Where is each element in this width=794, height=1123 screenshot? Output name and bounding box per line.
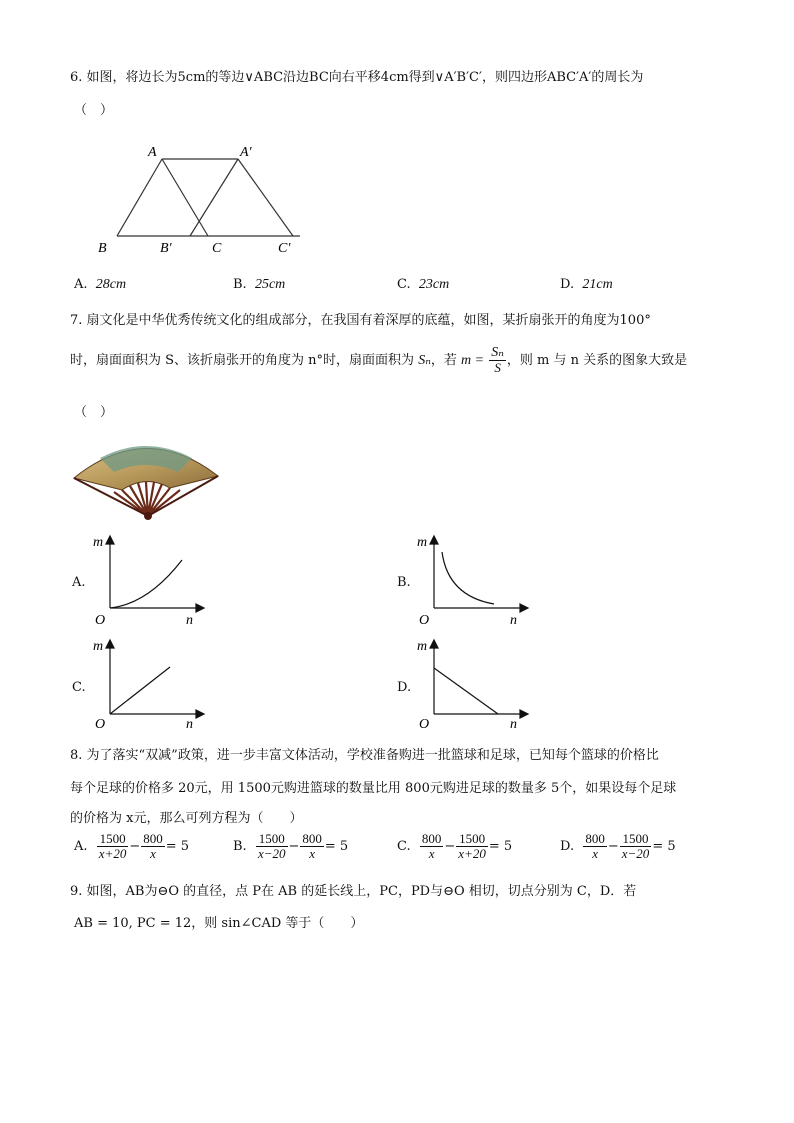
label-B: B: [98, 241, 107, 256]
svg-text:m: m: [417, 639, 428, 654]
q6-option-c[interactable]: C. 23cm: [397, 277, 450, 292]
svg-text:n: n: [510, 613, 517, 628]
label-C-prime: C′: [278, 241, 291, 256]
line-a-prime-c-prime: [238, 159, 293, 236]
label-A: A: [148, 145, 157, 160]
svg-text:m: m: [93, 535, 104, 550]
q8-option-d[interactable]: D. $\frac{800}{x}$ − $\frac{1500}{x-20}$ = 5: [560, 831, 676, 861]
q7-option-b-letter[interactable]: B.: [397, 575, 411, 590]
q7-graph-a[interactable]: [88, 530, 208, 630]
decreasing-curve: [442, 552, 494, 604]
svg-text:m: m: [93, 639, 104, 654]
q8-option-a[interactable]: A. $\frac{1500}{x+20}$ − $\frac{800}{x}$ = 5: [74, 831, 190, 861]
q6-stem-line1: 6. 如图，将边长为5cm的等边∨ABC沿边BC向右平移4cm得到∨A′B′C′，则四边形ABC′A′的周长为: [70, 70, 644, 85]
svg-text:O: O: [419, 613, 430, 628]
svg-text:O: O: [95, 717, 106, 732]
q8-option-b[interactable]: B. $\frac{1500}{x-20}$ − $\frac{800}{x}$ = 5: [233, 831, 349, 861]
q8-stem-line2: 每个足球的价格多 20元，用 1500元购进篮球的数量比用 800元购进足球的数量多 5个，如果设每个足球: [70, 781, 677, 796]
q7-stem-line3: （ ）: [74, 405, 114, 420]
q6-stem-line2: （ ）: [74, 103, 114, 118]
decreasing-line: [434, 668, 498, 714]
svg-text:O: O: [419, 717, 430, 732]
svg-text:m: m: [417, 535, 428, 550]
q7-graph-d[interactable]: [412, 634, 532, 734]
q7-option-d-letter[interactable]: D.: [397, 680, 412, 695]
q6-option-b[interactable]: B. 25cm: [233, 277, 286, 292]
q8-stem-line1: 8. 为了落实“双减”政策，进一步丰富文体活动，学校准备购进一批篮球和足球，已知每个篮球的价格比: [70, 748, 659, 763]
q8-stem-line3: 的价格为 x元，那么可列方程为（ ）: [70, 811, 303, 826]
q7-option-a-letter[interactable]: A.: [72, 575, 86, 590]
svg-text:n: n: [186, 613, 193, 628]
increasing-line: [110, 667, 170, 714]
svg-text:n: n: [186, 717, 193, 732]
q6-option-d[interactable]: D. 21cm: [560, 277, 613, 292]
svg-text:n: n: [510, 717, 517, 732]
q7-stem-line1: 7. 扇文化是中华优秀传统文化的组成部分，在我国有着深厚的底蕴，如图，某折扇张开的角度为100°: [70, 313, 651, 328]
label-C: C: [212, 241, 222, 256]
q9-stem-line1: 9. 如图，AB为⊖O 的直径，点 P在 AB 的延长线上，PC，PD与⊖O 相切，切点分别为 C，D．若: [70, 884, 637, 899]
line-a-prime-b-prime: [190, 159, 238, 236]
increasing-curve: [110, 560, 182, 608]
svg-text:O: O: [95, 613, 106, 628]
q8-option-c[interactable]: C. $\frac{800}{x}$ − $\frac{1500}{x+20}$ = 5: [397, 831, 513, 861]
q6-option-a[interactable]: A. 28cm: [74, 277, 127, 292]
line-ac: [162, 159, 208, 236]
q7-stem-line2: 时，扇面面积为 S、该折扇张开的角度为 n°时，扇面面积为 Sₙ，若 m = $\frac{\text{Sₙ}}{S}$ ，则 m 与 n 关系的图象大致是: [70, 345, 688, 375]
q7-graph-c[interactable]: [88, 634, 208, 734]
q6-translation-figure: [90, 140, 310, 260]
label-A-prime: A′: [240, 145, 252, 160]
q9-stem-line2: AB = 10, PC = 12，则 sin∠CAD 等于（ ）: [74, 916, 364, 931]
folding-fan-image: [70, 428, 222, 524]
q7-option-c-letter[interactable]: C.: [72, 680, 86, 695]
q7-graph-b[interactable]: [412, 530, 532, 630]
line-ab: [117, 159, 162, 236]
label-B-prime: B′: [160, 241, 172, 256]
